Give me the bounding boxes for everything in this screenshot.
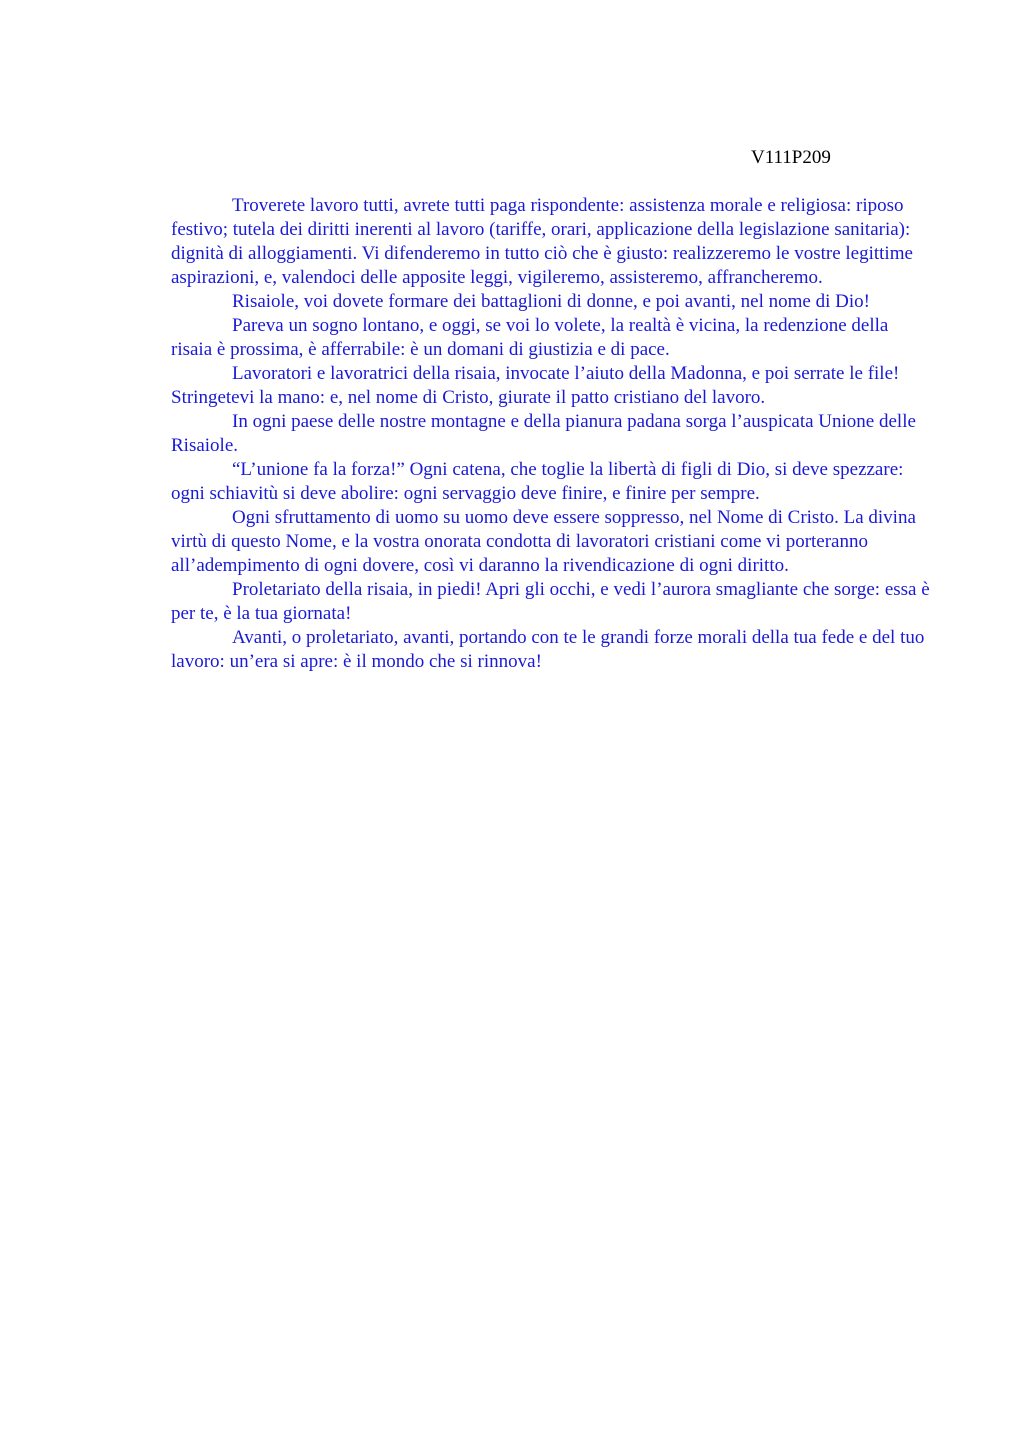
paragraph: Ogni sfruttamento di uomo su uomo deve essere soppresso, nel Nome di Cristo. La divina virtù di questo Nome, e la vostra onorata condotta di lavoratori cristiani come vi porteranno all’adempimento di ogni dovere, così vi daranno la rivendicazione di ogni diritto. [171,507,916,576]
paragraph: Proletariato della risaia, in piedi! Apri gli occhi, e vedi l’aurora smagliante che sorge: essa è per te, è la tua giornata! [171,579,930,624]
paragraph: Pareva un sogno lontano, e oggi, se voi lo volete, la realtà è vicina, la redenzione della risaia è prossima, è afferrabile: è un domani di giustizia e di pace. [171,315,889,360]
paragraph: Risaiole, voi dovete formare dei battaglioni di donne, e poi avanti, nel nome di Dio! [232,291,870,312]
paragraph: “L’unione fa la forza!” Ogni catena, che toglie la libertà di figli di Dio, si deve spezzare: ogni schiavitù si deve abolire: ogni servaggio deve finire, e finire per sempre. [171,459,904,504]
document-body [171,194,931,674]
document-id: V111P209 [751,147,831,168]
paragraph: In ogni paese delle nostre montagne e della pianura padana sorga l’auspicata Unione delle Risaiole. [171,411,916,456]
paragraph: Troverete lavoro tutti, avrete tutti paga rispondente: assistenza morale e religiosa: riposo festivo; tutela dei diritti inerenti al lavoro (tariffe, orari, applicazione della legislazione sanitaria): dignità di alloggiamenti. Vi difenderemo in tutto ciò che è giusto: realizzeremo le vostre legittime aspirazioni, e, valendoci delle apposite leggi, vigileremo, assisteremo, affrancheremo. [171,195,913,288]
paragraph: Lavoratori e lavoratrici della risaia, invocate l’aiuto della Madonna, e poi serrate le file! Stringetevi la mano: e, nel nome di Cristo, giurate il patto cristiano del lavoro. [171,363,900,408]
paragraph: Avanti, o proletariato, avanti, portando con te le grandi forze morali della tua fede e del tuo lavoro: un’era si apre: è il mondo che si rinnova! [171,627,925,672]
